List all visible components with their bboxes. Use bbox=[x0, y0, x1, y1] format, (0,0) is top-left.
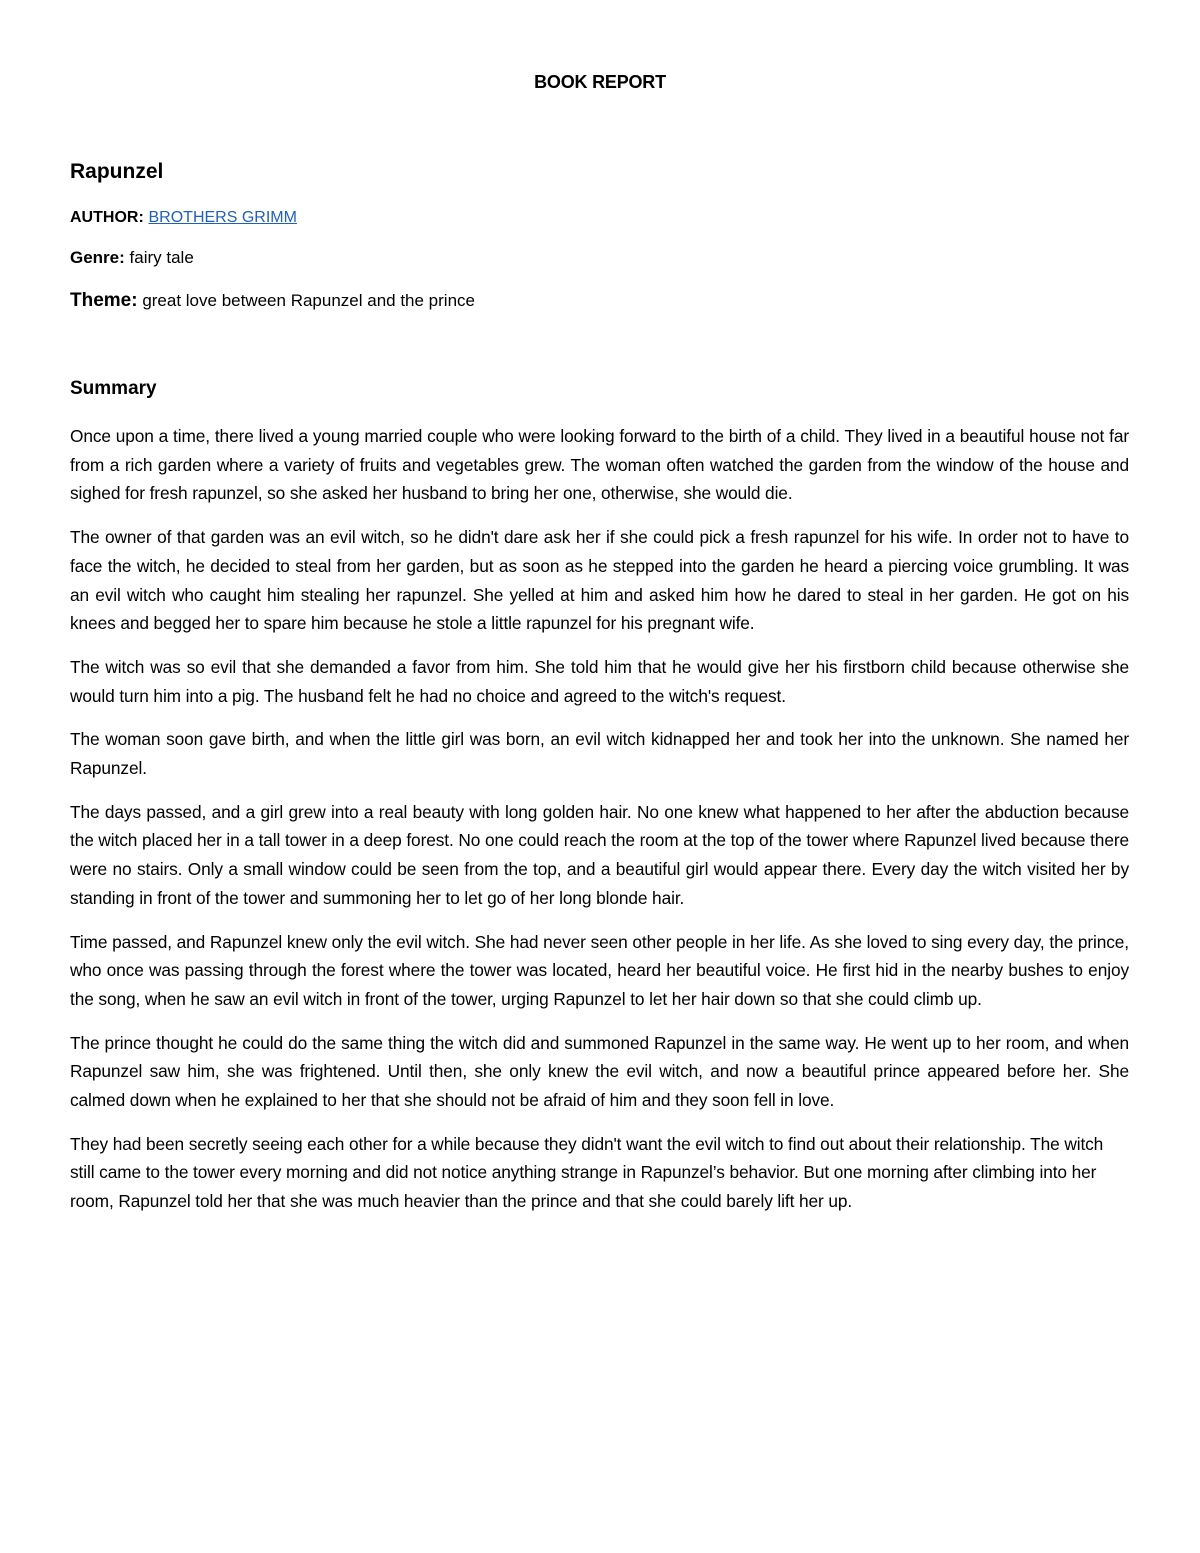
summary-body bbox=[70, 422, 1129, 1231]
theme-value: great love between Rapunzel and the prince bbox=[142, 291, 475, 310]
genre-line bbox=[70, 248, 194, 268]
summary-paragraph: The woman soon gave birth, and when the little girl was born, an evil witch kidnapped her and took her into the unknown. She named her Rapunzel. bbox=[70, 729, 1129, 779]
summary-paragraph: Time passed, and Rapunzel knew only the evil witch. She had never seen other people in her life. As she loved to sing every day, the prince, who once was passing through the forest where the tower was located, heard her beautiful voice. He first hid in the nearby bushes to enjoy the song, when he saw an evil witch in front of the tower, urging Rapunzel to let her hair down so that she could climb up. bbox=[70, 931, 1129, 1009]
theme-label: Theme: bbox=[70, 290, 138, 311]
genre-label: Genre: bbox=[70, 248, 125, 267]
author-link[interactable]: BROTHERS GRIMM bbox=[148, 209, 297, 226]
summary-paragraph: Once upon a time, there lived a young married couple who were looking forward to the birth of a child. They lived in a beautiful house not far from a rich garden where a variety of fruits and vegetables grew. The woman often watched the garden from the window of the house and sighed for fresh rapunzel, so she asked her husband to bring her one, otherwise, she would die. bbox=[70, 426, 1129, 504]
author-label: AUTHOR: bbox=[70, 209, 144, 226]
theme-line bbox=[70, 290, 475, 312]
summary-paragraph: The witch was so evil that she demanded a favor from him. She told him that he would give her his firstborn child because otherwise she would turn him into a pig. The husband felt he had no choice and agreed to the witch's request. bbox=[70, 656, 1129, 706]
summary-paragraph: They had been secretly seeing each other for a while because they didn't want the evil witch to find out about their relationship. The witch still came to the tower every morning and did not notice anything strange in Rapunzel’s behavior. But one morning after climbing into her room, Rapunzel told her that she was much heavier than the prince and that she could barely lift her up. bbox=[70, 1133, 1104, 1212]
summary-heading: Summary bbox=[70, 378, 157, 399]
document-heading: BOOK REPORT bbox=[534, 72, 666, 92]
author-line bbox=[70, 207, 297, 227]
summary-paragraph: The prince thought he could do the same thing the witch did and summoned Rapunzel in the same way. He went up to her room, and when Rapunzel saw him, she was frightened. Until then, she only knew the evil witch, and now a beautiful prince appeared before her. She calmed down when he explained to her that she should not be afraid of him and they soon fell in love. bbox=[70, 1032, 1129, 1111]
book-title: Rapunzel bbox=[70, 160, 164, 183]
summary-paragraph: The owner of that garden was an evil witch, so he didn't dare ask her if she could pick a fresh rapunzel for his wife. In order not to have to face the witch, he decided to steal from her garden, but as soon as he stepped into the garden he heard a piercing voice grumbling. It was an evil witch who caught him stealing her rapunzel. She yelled at him and asked him how he dared to steal in her garden. He got on his knees and begged her to spare him because he stole a little rapunzel for his pregnant wife. bbox=[70, 527, 1129, 634]
genre-value: fairy tale bbox=[129, 248, 194, 267]
summary-paragraph: The days passed, and a girl grew into a real beauty with long golden hair. No one knew what happened to her after the abduction because the witch placed her in a tall tower in a deep forest. No one could reach the room at the top of the tower where Rapunzel lived because there were no stairs. Only a small window could be seen from the top, and a beautiful girl would appear there. Every day the witch visited her by standing in front of the tower and summoning her to let go of her long blonde hair. bbox=[70, 801, 1129, 908]
